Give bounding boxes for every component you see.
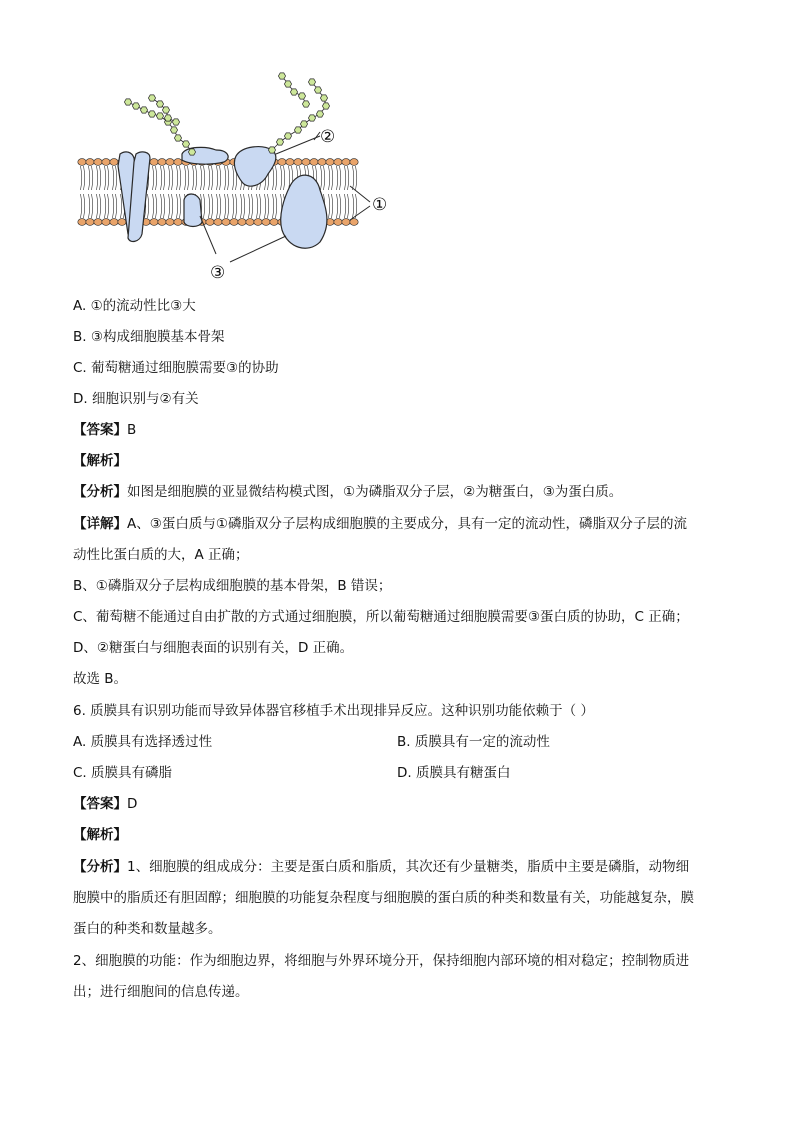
phospholipid-tail xyxy=(177,194,178,218)
phospholipid-tail xyxy=(345,194,346,218)
sugar-unit xyxy=(322,103,329,109)
embedded-protein-small xyxy=(184,194,202,227)
phospholipid-tail xyxy=(276,194,277,218)
sugar-unit xyxy=(140,107,147,113)
q5-option-a: A. ①的流动性比③大 xyxy=(73,298,196,314)
sugar-unit xyxy=(132,103,139,109)
phospholipid-tail xyxy=(209,166,210,190)
sugar-unit xyxy=(156,101,163,107)
phospholipid-tail xyxy=(273,194,274,218)
phospholipid-head xyxy=(78,159,86,166)
xiangjie-tag: 【详解】 xyxy=(73,516,127,532)
phospholipid-tail xyxy=(105,194,106,218)
sugar-unit xyxy=(300,121,307,127)
q5-option-c: C. 葡萄糖通过细胞膜需要③的协助 xyxy=(73,360,279,376)
phospholipid-head xyxy=(318,159,326,166)
sugar-unit xyxy=(172,119,179,125)
phospholipid-tail xyxy=(92,166,93,190)
phospholipid-head xyxy=(166,159,174,166)
sugar-unit xyxy=(164,115,171,121)
phospholipid-tail xyxy=(324,166,325,190)
sugar-unit xyxy=(298,93,305,99)
q6-option-b: B. 质膜具有一定的流动性 xyxy=(397,734,550,750)
phospholipid-tail xyxy=(177,166,178,190)
phospholipid-head xyxy=(118,219,126,226)
phospholipid-tail xyxy=(188,166,189,190)
phospholipid-tail xyxy=(217,166,218,190)
phospholipid-tail xyxy=(156,166,157,190)
phospholipid-tail xyxy=(164,166,165,190)
phospholipid-tail xyxy=(153,166,154,190)
phospholipid-tail xyxy=(249,194,250,218)
q5-analysis-tag xyxy=(73,451,127,471)
phospholipid-head xyxy=(302,159,310,166)
phospholipid-tail xyxy=(212,194,213,218)
phospholipid-tail xyxy=(100,166,101,190)
sugar-unit xyxy=(162,107,169,113)
phospholipid-tail xyxy=(81,166,82,190)
phospholipid-tail xyxy=(84,166,85,190)
phospholipid-head xyxy=(350,159,358,166)
phospholipid-tail xyxy=(169,166,170,190)
sugar-unit xyxy=(170,127,177,133)
sugar-unit xyxy=(302,101,309,107)
q5-xiangjie-2: 动性比蛋白质的大，A 正确； xyxy=(73,547,249,563)
phospholipid-head xyxy=(334,159,342,166)
phospholipid-tail xyxy=(113,194,114,218)
analysis-tag: 【解析】 xyxy=(73,453,127,469)
sugar-unit xyxy=(156,113,163,119)
phospholipid-tail xyxy=(260,194,261,218)
sugar-unit xyxy=(268,147,275,153)
phospholipid-tail xyxy=(180,166,181,190)
q5-line-d: D、②糖蛋白与细胞表面的识别有关，D 正确。 xyxy=(73,640,354,656)
phospholipid-tail xyxy=(121,194,122,218)
q5-answer xyxy=(73,420,136,440)
sugar-unit xyxy=(308,115,315,121)
phospholipid-tail xyxy=(108,166,109,190)
phospholipid-tail xyxy=(348,194,349,218)
phospholipid-tail xyxy=(236,194,237,218)
phospholipid-tail xyxy=(164,194,165,218)
phospholipid-tail xyxy=(329,194,330,218)
q5-conclusion: 故选 B。 xyxy=(73,671,128,687)
phospholipid-tail xyxy=(353,166,354,190)
phospholipid-tail xyxy=(337,194,338,218)
phospholipid-tail xyxy=(156,194,157,218)
q6-point2-2: 出；进行细胞间的信息传递。 xyxy=(73,984,249,1000)
q6-option-d: D. 质膜具有糖蛋白 xyxy=(397,765,511,781)
phospholipid-tail xyxy=(217,194,218,218)
phospholipid-tail xyxy=(204,166,205,190)
phospholipid-tail xyxy=(169,194,170,218)
phospholipid-tail xyxy=(97,194,98,218)
phospholipid-tail xyxy=(161,166,162,190)
q6-answer xyxy=(73,794,137,814)
sugar-unit xyxy=(124,99,131,105)
phospholipid-tail xyxy=(193,166,194,190)
q5-line-b: B、①磷脂双分子层构成细胞膜的基本骨架，B 错误； xyxy=(73,578,392,594)
fenxi-line-1: 1、细胞膜的组成成分：主要是蛋白质和脂质，其次还有少量糖类，脂质中主要是磷脂，动物细 xyxy=(127,859,690,875)
phospholipid-tail xyxy=(180,194,181,218)
sugar-unit xyxy=(316,111,323,117)
phospholipid-tail xyxy=(92,194,93,218)
phospholipid-tail xyxy=(204,194,205,218)
phospholipid-head xyxy=(150,159,158,166)
sugar-unit xyxy=(294,127,301,133)
phospholipid-tail xyxy=(153,194,154,218)
phospholipid-head xyxy=(94,219,102,226)
phospholipid-head xyxy=(110,159,118,166)
phospholipid-tail xyxy=(321,166,322,190)
phospholipid-head xyxy=(86,159,94,166)
phospholipid-head xyxy=(158,219,166,226)
analysis-tag: 【解析】 xyxy=(73,827,127,843)
phospholipid-tail xyxy=(257,194,258,218)
q6-option-a: A. 质膜具有选择透过性 xyxy=(73,734,213,750)
answer-value: D xyxy=(127,796,138,812)
sugar-unit xyxy=(290,89,297,95)
phospholipid-tail xyxy=(356,194,357,218)
phospholipid-head xyxy=(158,159,166,166)
phospholipid-tail xyxy=(348,166,349,190)
q5-line-c: C、葡萄糖不能通过自由扩散的方式通过细胞膜，所以葡萄糖通过细胞膜需要③蛋白质的协助，C 正确； xyxy=(73,609,689,625)
phospholipid-head xyxy=(286,159,294,166)
phospholipid-tail xyxy=(329,166,330,190)
phospholipid-tail xyxy=(345,166,346,190)
cell-membrane-diagram xyxy=(76,66,396,286)
sugar-unit xyxy=(314,87,321,93)
answer-tag: 【答案】 xyxy=(73,422,127,438)
sugar-unit xyxy=(174,135,181,141)
phospholipid-tail xyxy=(225,166,226,190)
phospholipid-tail xyxy=(268,194,269,218)
phospholipid-tail xyxy=(161,194,162,218)
phospholipid-tail xyxy=(332,194,333,218)
sugar-unit xyxy=(278,73,285,79)
phospholipid-tail xyxy=(196,166,197,190)
phospholipid-tail xyxy=(252,194,253,218)
fenxi-tag: 【分析】 xyxy=(73,859,127,875)
phospholipid-head xyxy=(246,219,254,226)
q5-option-d: D. 细胞识别与②有关 xyxy=(73,391,199,407)
phospholipid-tail xyxy=(353,194,354,218)
phospholipid-head xyxy=(342,219,350,226)
phospholipid-head xyxy=(262,219,270,226)
phospholipid-tail xyxy=(273,166,274,190)
phospholipid-tail xyxy=(332,166,333,190)
phospholipid-head xyxy=(102,159,110,166)
fenxi-tag: 【分析】 xyxy=(73,484,127,500)
sugar-unit xyxy=(148,111,155,117)
phospholipid-head xyxy=(230,219,238,226)
label-1: ① xyxy=(372,195,388,215)
phospholipid-tail xyxy=(185,166,186,190)
phospholipid-head xyxy=(86,219,94,226)
phospholipid-tail xyxy=(201,166,202,190)
phospholipid-tail xyxy=(220,166,221,190)
phospholipid-tail xyxy=(108,194,109,218)
q5-xiangjie xyxy=(73,514,687,534)
phospholipid-tail xyxy=(172,194,173,218)
q5-option-b: B. ③构成细胞膜基本骨架 xyxy=(73,329,225,345)
phospholipid-head xyxy=(326,159,334,166)
label-3: ③ xyxy=(210,263,226,283)
phospholipid-tail xyxy=(284,166,285,190)
phospholipid-tail xyxy=(225,194,226,218)
phospholipid-head xyxy=(334,219,342,226)
sugar-unit xyxy=(188,149,195,155)
phospholipid-tail xyxy=(148,194,149,218)
phospholipid-tail xyxy=(220,194,221,218)
phospholipid-tail xyxy=(116,194,117,218)
phospholipid-tail xyxy=(337,166,338,190)
sugar-unit xyxy=(320,95,327,101)
phospholipid-head xyxy=(342,159,350,166)
answer-tag: 【答案】 xyxy=(73,796,127,812)
phospholipid-tail xyxy=(209,194,210,218)
phospholipid-tail xyxy=(212,166,213,190)
q6-option-c: C. 质膜具有磷脂 xyxy=(73,765,173,781)
phospholipid-tail xyxy=(241,194,242,218)
phospholipid-tail xyxy=(105,166,106,190)
phospholipid-head xyxy=(214,219,222,226)
phospholipid-head xyxy=(166,219,174,226)
fenxi-text: 如图是细胞膜的亚显微结构模式图，①为磷脂双分子层，②为糖蛋白，③为蛋白质。 xyxy=(127,484,623,500)
phospholipid-tail xyxy=(228,166,229,190)
phospholipid-head xyxy=(94,159,102,166)
peripheral-protein-top xyxy=(182,147,228,164)
sugar-chains xyxy=(124,73,329,155)
sugar-unit xyxy=(284,133,291,139)
phospholipid-head xyxy=(222,219,230,226)
phospholipid-head xyxy=(78,219,86,226)
phospholipid-tail xyxy=(281,166,282,190)
phospholipid-tail xyxy=(356,166,357,190)
phospholipid-tail xyxy=(172,166,173,190)
phospholipid-tail xyxy=(81,194,82,218)
q6-fenxi-2: 胞膜中的脂质还有胆固醇；细胞膜的功能复杂程度与细胞膜的蛋白质的种类和数量有关，功能越复杂，膜 xyxy=(73,890,694,906)
phospholipid-tail xyxy=(276,166,277,190)
phospholipid-tail xyxy=(89,194,90,218)
phospholipid-head xyxy=(270,219,278,226)
phospholipid-tail xyxy=(233,194,234,218)
sugar-unit xyxy=(308,79,315,85)
phospholipid-tail xyxy=(84,194,85,218)
phospholipid-tail xyxy=(97,166,98,190)
phospholipid-tail xyxy=(116,166,117,190)
phospholipid-head xyxy=(110,219,118,226)
phospholipid-head xyxy=(102,219,110,226)
q6-fenxi-3: 蛋白的种类和数量越多。 xyxy=(73,921,222,937)
answer-value: B xyxy=(127,422,137,438)
label-2: ② xyxy=(320,127,336,147)
q6-analysis-tag xyxy=(73,825,127,845)
q6-stem: 6. 质膜具有识别功能而导致异体器官移植手术出现排异反应。这种识别功能依赖于（ ） xyxy=(73,703,594,719)
phospholipid-head xyxy=(310,159,318,166)
phospholipid-tail xyxy=(244,194,245,218)
phospholipid-head xyxy=(238,219,246,226)
phospholipid-tail xyxy=(89,166,90,190)
sugar-unit xyxy=(148,95,155,101)
phospholipid-tail xyxy=(228,194,229,218)
phospholipid-tail xyxy=(113,166,114,190)
phospholipid-tail xyxy=(265,194,266,218)
q6-point2-1: 2、细胞膜的功能：作为细胞边界，将细胞与外界环境分开，保持细胞内部环境的相对稳定；控制物质进 xyxy=(73,953,690,969)
phospholipid-tail xyxy=(340,194,341,218)
phospholipid-head xyxy=(278,159,286,166)
phospholipid-tail xyxy=(340,166,341,190)
phospholipid-head xyxy=(174,219,182,226)
phospholipid-tail xyxy=(233,166,234,190)
embedded-protein-large xyxy=(281,175,327,248)
xiangjie-line-1: A、③蛋白质与①磷脂双分子层构成细胞膜的主要成分，具有一定的流动性，磷脂双分子层的流 xyxy=(127,516,687,532)
sugar-unit xyxy=(284,81,291,87)
phospholipid-head xyxy=(206,219,214,226)
phospholipid-head xyxy=(294,159,302,166)
sugar-unit xyxy=(182,141,189,147)
q6-fenxi xyxy=(73,857,689,877)
sugar-unit xyxy=(276,139,283,145)
phospholipid-head xyxy=(254,219,262,226)
q5-fenxi xyxy=(73,482,622,502)
phospholipid-head xyxy=(150,219,158,226)
phospholipid-tail xyxy=(100,194,101,218)
phospholipid-head xyxy=(174,159,182,166)
